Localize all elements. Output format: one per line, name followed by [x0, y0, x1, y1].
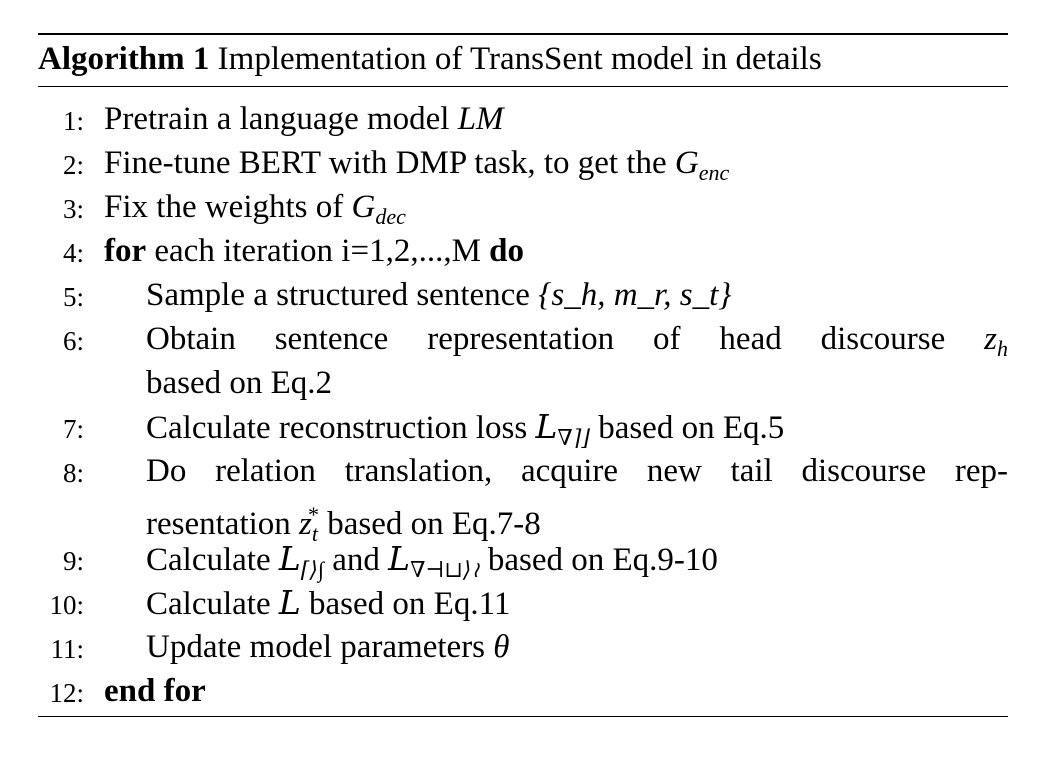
line-number: 7:	[62, 414, 84, 444]
step-text: Pretrain a language model LM	[104, 101, 504, 137]
line-number: 12:	[49, 678, 84, 708]
math-lm: LM	[457, 101, 504, 137]
step-text: Fine-tune BERT with DMP task, to get the $G_{enc}$	[104, 145, 730, 185]
bottom-rule	[38, 716, 1008, 717]
line-number: 3:	[62, 194, 84, 224]
header-rule	[38, 86, 1008, 87]
top-rule	[38, 33, 1008, 35]
line-number: 2:	[62, 150, 84, 180]
line-number: 9:	[62, 546, 84, 576]
step-text: Do relation translation, acquire new tail discourse rep-	[146, 453, 1008, 489]
line-number: 6:	[62, 326, 84, 356]
step-text	[104, 671, 206, 711]
keyword-end-for: end for	[104, 673, 206, 709]
algorithm-caption: Implementation of TransSent model in details	[217, 41, 822, 77]
step-text: resentation $z_t^*$ based on Eq.7-8	[146, 502, 541, 546]
algorithm-label: Algorithm 1	[38, 41, 210, 77]
step-text: Calculate L based on Eq.11	[146, 583, 511, 622]
line-number: 4:	[62, 238, 84, 268]
step-text: Fix the weights of $G_{dec}$	[104, 189, 406, 229]
keyword-do: do	[489, 233, 525, 269]
step-text: for each iteration i=1,2,...,M do	[104, 233, 525, 269]
algorithm-title	[38, 39, 822, 79]
step-text: Calculate reconstruction loss $L_{\nabla⌉⌋}$ based on Eq.5	[146, 407, 785, 450]
line-number: 8:	[62, 458, 84, 488]
line-number: 10:	[49, 590, 84, 620]
step-text: Sample a structured sentence {s_h, m_r, s_t}	[146, 277, 732, 313]
line-number: 11:	[50, 634, 84, 664]
line-number: 5:	[62, 282, 84, 312]
step-text: Obtain sentence representation of head discourse $z_h$	[146, 321, 1008, 361]
step-text: Update model parameters θ	[146, 629, 510, 665]
line-number: 1:	[62, 106, 84, 136]
keyword-for: for	[104, 233, 147, 269]
step-text: Calculate $L_{⌈⟩\int}$ and $L_{\nabla⊣⊔⟩≀}$ based on Eq.9-10	[146, 539, 718, 582]
step-text: based on Eq.2	[146, 365, 333, 401]
